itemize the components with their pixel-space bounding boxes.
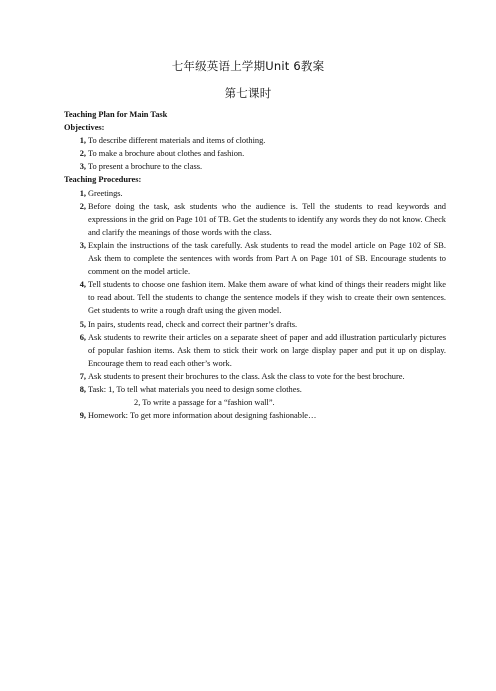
homework-item	[64, 409, 446, 422]
procedure-item	[64, 187, 446, 200]
procedure-item	[64, 318, 446, 331]
procedure-number: 2,	[79, 201, 86, 211]
procedure-text: Before doing the task, ask students who the audience is. Tell the students to read keywords and expressions in the grid on Page 101 of TB. Get the students to identify any words they do not know. Check and clarify the meanings of those words with the class.	[88, 201, 446, 237]
procedure-text: In pairs, students read, check and correct their partner’s drafts.	[88, 319, 298, 329]
objective-number: 2,	[79, 149, 86, 159]
objective-text: To make a brochure about clothes and fashion.	[88, 149, 245, 159]
procedure-number: 6,	[79, 332, 86, 342]
procedure-number: 1,	[79, 188, 86, 198]
procedure-text: Tell students to choose one fashion item. Make them aware of what kind of things their readers might like to read about. Tell the students to change the sentence models if they wish to create their own sentences. Get students to write a rough draft using the given model.	[88, 280, 446, 316]
task-subline: 2, To write a passage for a “fashion wall”.	[134, 398, 275, 408]
homework-number: 9,	[79, 411, 86, 421]
lesson-content	[64, 108, 446, 422]
procedure-text: Ask students to rewrite their articles on a separate sheet of paper and add illustration particularly pictures of popular fashion items. Ask them to stick their work on large display paper and put it up on display. Encourage them to read each other’s work.	[88, 332, 446, 368]
procedure-number: 5,	[79, 319, 86, 329]
plan-heading: Teaching Plan for Main Task	[64, 110, 168, 119]
document-title: 七年级英语上学期Unit 6教案	[171, 59, 325, 73]
procedure-text: Ask students to present their brochures to the class. Ask the class to vote for the best brochure.	[88, 371, 405, 381]
homework-text: Homework: To get more information about designing fashionable…	[88, 411, 317, 421]
procedures-heading: Teaching Procedures:	[64, 175, 142, 185]
procedure-number: 3,	[79, 240, 86, 250]
objective-item	[64, 160, 446, 173]
lesson-subtitle: 第七课时	[224, 86, 272, 100]
procedure-item	[64, 370, 446, 383]
procedure-text: Greetings.	[88, 188, 123, 198]
objective-item	[64, 134, 446, 147]
procedure-text: Task: 1, To tell what materials you need to design some clothes.	[88, 384, 302, 394]
procedure-item	[64, 200, 446, 239]
objective-number: 1,	[79, 136, 86, 146]
objective-text: To present a brochure to the class.	[88, 162, 203, 172]
objective-number: 3,	[79, 162, 86, 172]
objective-item	[64, 147, 446, 160]
procedure-item	[64, 331, 446, 370]
procedure-item	[64, 278, 446, 317]
objective-text: To describe different materials and items of clothing.	[88, 136, 266, 146]
procedure-number: 8,	[79, 384, 86, 394]
procedure-number: 7,	[79, 371, 86, 381]
procedure-number: 4,	[79, 280, 86, 290]
objectives-heading: Objectives:	[64, 123, 105, 133]
procedure-item	[64, 383, 446, 396]
procedure-item	[64, 239, 446, 278]
procedure-text: Explain the instructions of the task carefully. Ask students to read the model article on Page 102 of SB. Ask them to complete the sentences with words from Part A on Page 101 of SB. Encourage students to comment on the model article.	[88, 240, 446, 277]
